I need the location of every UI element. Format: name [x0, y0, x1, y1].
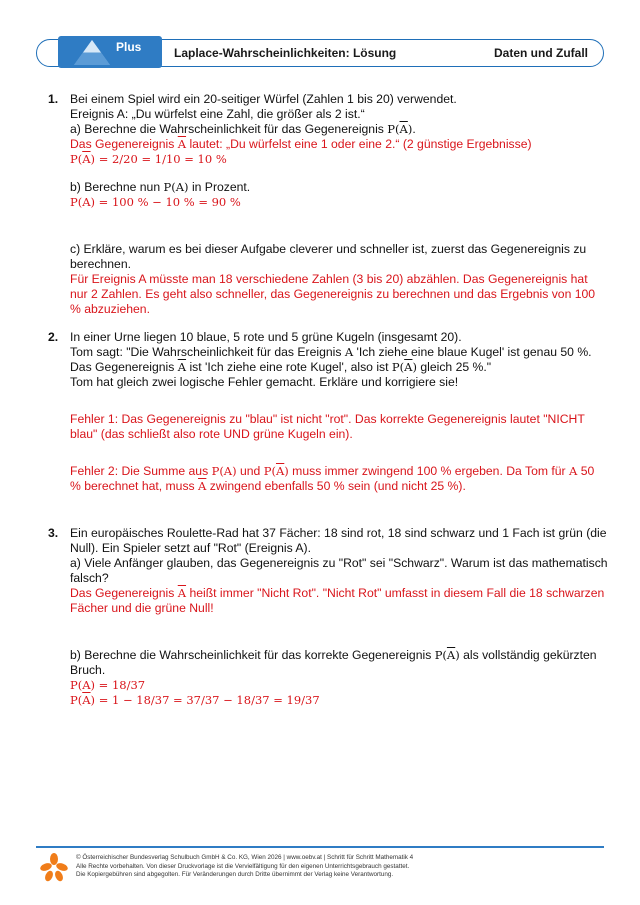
task-intro: In einer Urne liegen 10 blaue, 5 rote und 5 grüne Kugeln (insgesamt 20).: [70, 330, 462, 344]
tom-quote-line2: Das Gegenereignis $\overline{A}$ ist 'Ich ziehe eine rote Kugel', also ist $P(\overline{A})$ gleich 25 %.": [70, 360, 492, 374]
task-intro: Bei einem Spiel wird ein 20-seitiger Würfel (Zahlen 1 bis 20) verwendet.: [70, 92, 457, 106]
tom-quote-line1: Tom sagt: "Die Wahrscheinlichkeit für das Ereignis A 'Ich ziehe eine blaue Kugel' ist genau 50 %.: [70, 345, 592, 359]
answer-3a: Das Gegenereignis $\overline{A}$ heißt immer "Nicht Rot". "Nicht Rot" umfasst in diesem Fall die 18 schwarzen Fächer und die grüne Null!: [70, 586, 605, 615]
task-1: [48, 92, 608, 317]
math-p-abar: $P(\overline{A})$: [391, 360, 417, 374]
worksheet-content: [48, 92, 608, 708]
task-2: [48, 330, 608, 494]
task-intro: Ein europäisches Roulette-Rad hat 37 Fächer: 18 sind rot, 18 sind schwarz und 1 Fach ist grün (die Null). Ein Spieler setzt auf "Rot" (Ereignis A).: [70, 526, 607, 555]
error-1: Fehler 1: Das Gegenereignis zu "blau" ist nicht "rot". Das korrekte Gegenereignis lautet "NICHT blau" (das schließt also rote UND grüne Kugeln ein).: [70, 412, 585, 441]
task-number: 1.: [48, 92, 59, 106]
math-p-a: P(A): [211, 464, 237, 478]
question-3b: b) Berechne die Wahrscheinlichkeit für das korrekte Gegenereignis $P(\overline{A})$ als vollständig gekürzten Bruch.: [70, 648, 597, 677]
task-3: [48, 526, 608, 708]
triangle-logo-icon: [72, 38, 112, 66]
formula-1b: P(A) = 100 % − 10 % = 90 %: [70, 195, 241, 209]
math-abar: $\overline{A}$: [177, 137, 187, 151]
math-p-a: P(A): [163, 180, 189, 194]
task-event: Ereignis A: „Du würfelst eine Zahl, die größer als 2 ist.“: [70, 107, 365, 121]
footer-divider: [36, 846, 604, 848]
answer-1a: Das Gegenereignis $\overline{A}$ lautet: „Du würfelst eine 1 oder eine 2.“ (2 günstige Ergebnisse): [70, 137, 532, 151]
formula-3b-2: $P(\overline{A}) = 1 - 18/37 = 37/37 - 18/37 = 19/37$: [70, 693, 320, 707]
publisher-logo-icon: [40, 852, 68, 882]
question-1b: b) Berechne nun P(A) in Prozent.: [70, 180, 251, 194]
answer-1c: Für Ereignis A müsste man 18 verschiedene Zahlen (3 bis 20) abzählen. Das Gegenereignis hat nur 2 Zahlen. Es geht also schneller, das Gegenereignis zu berechnen und das Ergebnis von 100 % abzuziehen.: [70, 272, 596, 316]
page-header: [36, 36, 604, 70]
math-abar: $\overline{A}$: [177, 360, 187, 374]
question-1c: c) Erkläre, warum es bei dieser Aufgabe cleverer und schneller ist, zuerst das Gegenereignis zu berechnen.: [70, 242, 587, 271]
math-a: A: [344, 345, 354, 359]
math-abar: $\overline{A}$: [177, 586, 187, 600]
question-1a: a) Berechne die Wahrscheinlichkeit für das Gegenereignis $P(\overline{A})$.: [70, 122, 416, 136]
math-p-abar: $P(\overline{A})$: [263, 464, 289, 478]
math-p-abar: $P(\overline{A})$: [387, 122, 413, 136]
formula-3b-1: P(A) = 18/37: [70, 678, 146, 692]
task-number: 2.: [48, 330, 59, 344]
logo-text: Plus: [116, 40, 142, 54]
page-title: Laplace-Wahrscheinlichkeiten: Lösung: [174, 46, 397, 60]
footer-copyright: © Österreichischer Bundesverlag Schulbuch GmbH & Co. KG, Wien 2026 | www.oebv.at | Schritt für Schritt Mathematik 4 Alle Rechte vorbehalten. Von dieser Druckvorlage ist die Vervielfältigung für den eigenen Unterrichtsgebrauch gestattet. Die Kopiergebühren sind abgegolten. Für Veränderungen durch Dritte übernimmt der Verlag keine Verantwortung.: [76, 854, 414, 879]
math-a: A: [569, 464, 578, 478]
math-abar: $\overline{A}$: [198, 479, 207, 493]
formula-1a: $P(\overline{A}) = 2/20 = 1/10 = 10$ %: [70, 152, 227, 166]
task-instruction: Tom hat gleich zwei logische Fehler gemacht. Erkläre und korrigiere sie!: [70, 375, 459, 389]
math-p-abar: $P(\overline{A})$: [434, 648, 460, 662]
plus-logo: [58, 36, 162, 68]
task-number: 3.: [48, 526, 59, 540]
question-3a: a) Viele Anfänger glauben, das Gegenereignis zu "Rot" sei "Schwarz". Warum ist das mathematisch falsch?: [70, 556, 608, 585]
section-title: Daten und Zufall: [494, 46, 588, 60]
error-2: Fehler 2: Die Summe aus P(A) und $P(\overline{A})$ muss immer zwingend 100 % ergeben. Da Tom für A 50 % berechnet hat, muss $\overline{A}$ zwingend ebenfalls 50 % sein (und nicht 25 %).: [70, 464, 595, 493]
